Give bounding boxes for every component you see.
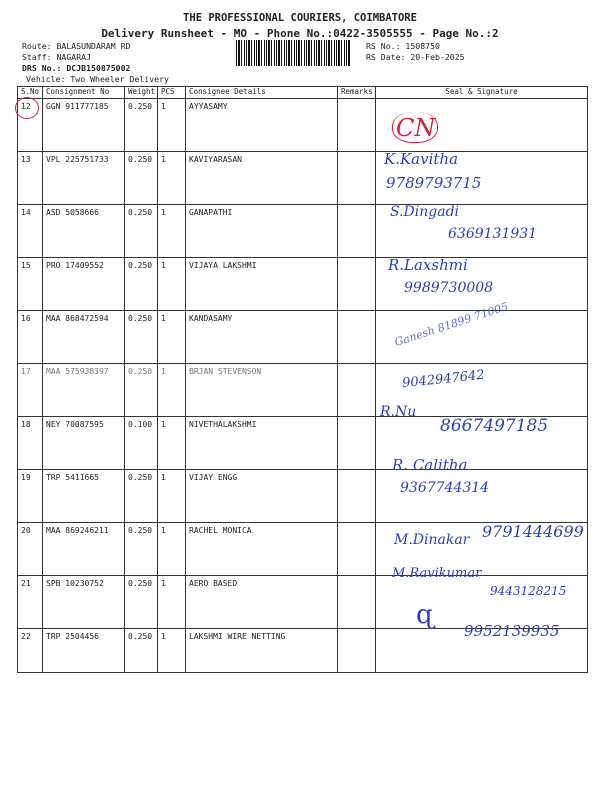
rs-date: RS Date: 20-Feb-2025 [366, 52, 465, 62]
cell-weight: 0.250 [125, 205, 158, 258]
cell-pcs: 1 [158, 99, 186, 152]
cn-ring-mark [392, 112, 438, 143]
cell-consignee: NIVETHALAKSHMI [186, 417, 338, 470]
col-consignee: Consignee Details [186, 87, 338, 99]
cell-remarks [338, 311, 376, 364]
cell-pcs: 1 [158, 629, 186, 673]
cell-consignee: AYYASAMY [186, 99, 338, 152]
company-title: THE PROFESSIONAL COURIERS, COIMBATORE [183, 12, 417, 24]
cell-pcs: 1 [158, 152, 186, 205]
red-circle-mark [15, 97, 39, 119]
cell-consignee: KANDASAMY [186, 311, 338, 364]
cell-signature [376, 470, 588, 523]
signature-16-stamp: Ganesh 81899 71005 [392, 299, 510, 350]
cell-pcs: 1 [158, 417, 186, 470]
table-row [18, 470, 588, 523]
signature-19-phone: 9367744314 [400, 480, 490, 496]
signature-14-name: S.Dingadi [390, 204, 460, 220]
signature-13-name: K.Kavitha [384, 150, 459, 168]
cell-consignee: BRJAN STEVENSON [186, 364, 338, 417]
cell-remarks [338, 205, 376, 258]
signature-21-phone: 9443128215 [490, 584, 567, 598]
cell-remarks [338, 470, 376, 523]
cell-weight: 0.100 [125, 417, 158, 470]
table-row [18, 99, 588, 152]
barcode [236, 40, 351, 66]
cell-consignment: MAA 869246211 [43, 523, 125, 576]
cell-pcs: 1 [158, 470, 186, 523]
signature-15-name: R.Laxshmi [388, 256, 468, 274]
signature-21-name: M.Ravikumar [392, 566, 482, 581]
cell-sno: 19 [18, 470, 43, 523]
col-weight: Weight [125, 87, 158, 99]
cell-consignee: VIJAY ENGG [186, 470, 338, 523]
cell-consignee: LAKSHMI WIRE NETTING [186, 629, 338, 673]
cell-weight: 0.250 [125, 629, 158, 673]
cell-weight: 0.250 [125, 258, 158, 311]
cell-pcs: 1 [158, 364, 186, 417]
cell-sno: 15 [18, 258, 43, 311]
runsheet-subtitle: Delivery Runsheet - MO - Phone No.:0422-3505555 - Page No.:2 [101, 27, 499, 40]
cell-pcs: 1 [158, 258, 186, 311]
cell-remarks [338, 417, 376, 470]
signature-20-name: M.Dinakar [394, 532, 470, 548]
drs-label: DRS No.: DCJB150875002 [22, 63, 131, 73]
cell-weight: 0.250 [125, 576, 158, 629]
cell-weight: 0.250 [125, 523, 158, 576]
cell-weight: 0.250 [125, 470, 158, 523]
col-signature: Seal & Signature [376, 87, 588, 99]
route-label: Route: BALASUNDARAM RD [22, 41, 131, 51]
cell-sno: 14 [18, 205, 43, 258]
vehicle-label: Vehicle: Two Wheeler Delivery [26, 74, 169, 84]
col-sno: S.No [18, 87, 43, 99]
cell-consignment: MAA 868472594 [43, 311, 125, 364]
cell-remarks [338, 99, 376, 152]
cell-consignee: KAVIYARASAN [186, 152, 338, 205]
cell-sno: 13 [18, 152, 43, 205]
cell-sno: 20 [18, 523, 43, 576]
signature-13-phone: 9789793715 [386, 174, 482, 192]
cell-consignment: GGN 911777185 [43, 99, 125, 152]
cn-mark: CN [396, 114, 436, 142]
cell-consignee: RACHEL MONICA [186, 523, 338, 576]
table-row [18, 364, 588, 417]
col-consignment: Consignment No [43, 87, 125, 99]
cell-pcs: 1 [158, 311, 186, 364]
cell-consignment: VPL 225751733 [43, 152, 125, 205]
col-remarks: Remarks [338, 87, 376, 99]
signature-17-phone: 9042947642 [401, 367, 486, 392]
signature-15-phone: 9989730008 [404, 280, 494, 296]
cell-consignee: GANAPATHI [186, 205, 338, 258]
rs-number: RS No.: 1508750 [366, 41, 440, 51]
cell-sno: 16 [18, 311, 43, 364]
cell-sno: 21 [18, 576, 43, 629]
cell-consignment: MAA 575938397 [43, 364, 125, 417]
signature-22-mark: ɋ [416, 600, 433, 630]
table-row [18, 311, 588, 364]
col-pcs: PCS [158, 87, 186, 99]
signature-18-phone: 8667497185 [440, 416, 549, 436]
cell-consignment: SPB 10230752 [43, 576, 125, 629]
cell-remarks [338, 629, 376, 673]
cell-sno: 22 [18, 629, 43, 673]
cell-consignment: PRO 17409552 [43, 258, 125, 311]
cell-consignment: NEY 70087595 [43, 417, 125, 470]
signature-22-phone: 9952139935 [464, 622, 560, 640]
cell-remarks [338, 152, 376, 205]
cell-remarks [338, 364, 376, 417]
cell-sno: 12 [18, 99, 43, 152]
cell-consignment: TRP 5411665 [43, 470, 125, 523]
cell-remarks [338, 523, 376, 576]
cell-sno: 17 [18, 364, 43, 417]
signature-14-phone: 6369131931 [448, 226, 538, 242]
cell-weight: 0.250 [125, 99, 158, 152]
table-header-row [18, 87, 588, 99]
signature-20-phone: 9791444699 [482, 522, 584, 541]
cell-weight: 0.250 [125, 311, 158, 364]
signature-18-name: R.Nu [380, 404, 417, 420]
cell-consignee: VIJAYA LAKSHMI [186, 258, 338, 311]
cell-remarks [338, 258, 376, 311]
staff-label: Staff: NAGARAJ [22, 52, 92, 62]
cell-consignment: ASD 5058666 [43, 205, 125, 258]
cell-pcs: 1 [158, 523, 186, 576]
cell-consignee: AERO BASED [186, 576, 338, 629]
cell-remarks [338, 576, 376, 629]
cell-sno: 18 [18, 417, 43, 470]
table-row [18, 152, 588, 205]
cell-weight: 0.250 [125, 364, 158, 417]
cell-consignment: TRP 2504456 [43, 629, 125, 673]
cell-pcs: 1 [158, 205, 186, 258]
signature-19-name: R. Calitha [392, 456, 468, 474]
cell-pcs: 1 [158, 576, 186, 629]
cell-weight: 0.250 [125, 152, 158, 205]
